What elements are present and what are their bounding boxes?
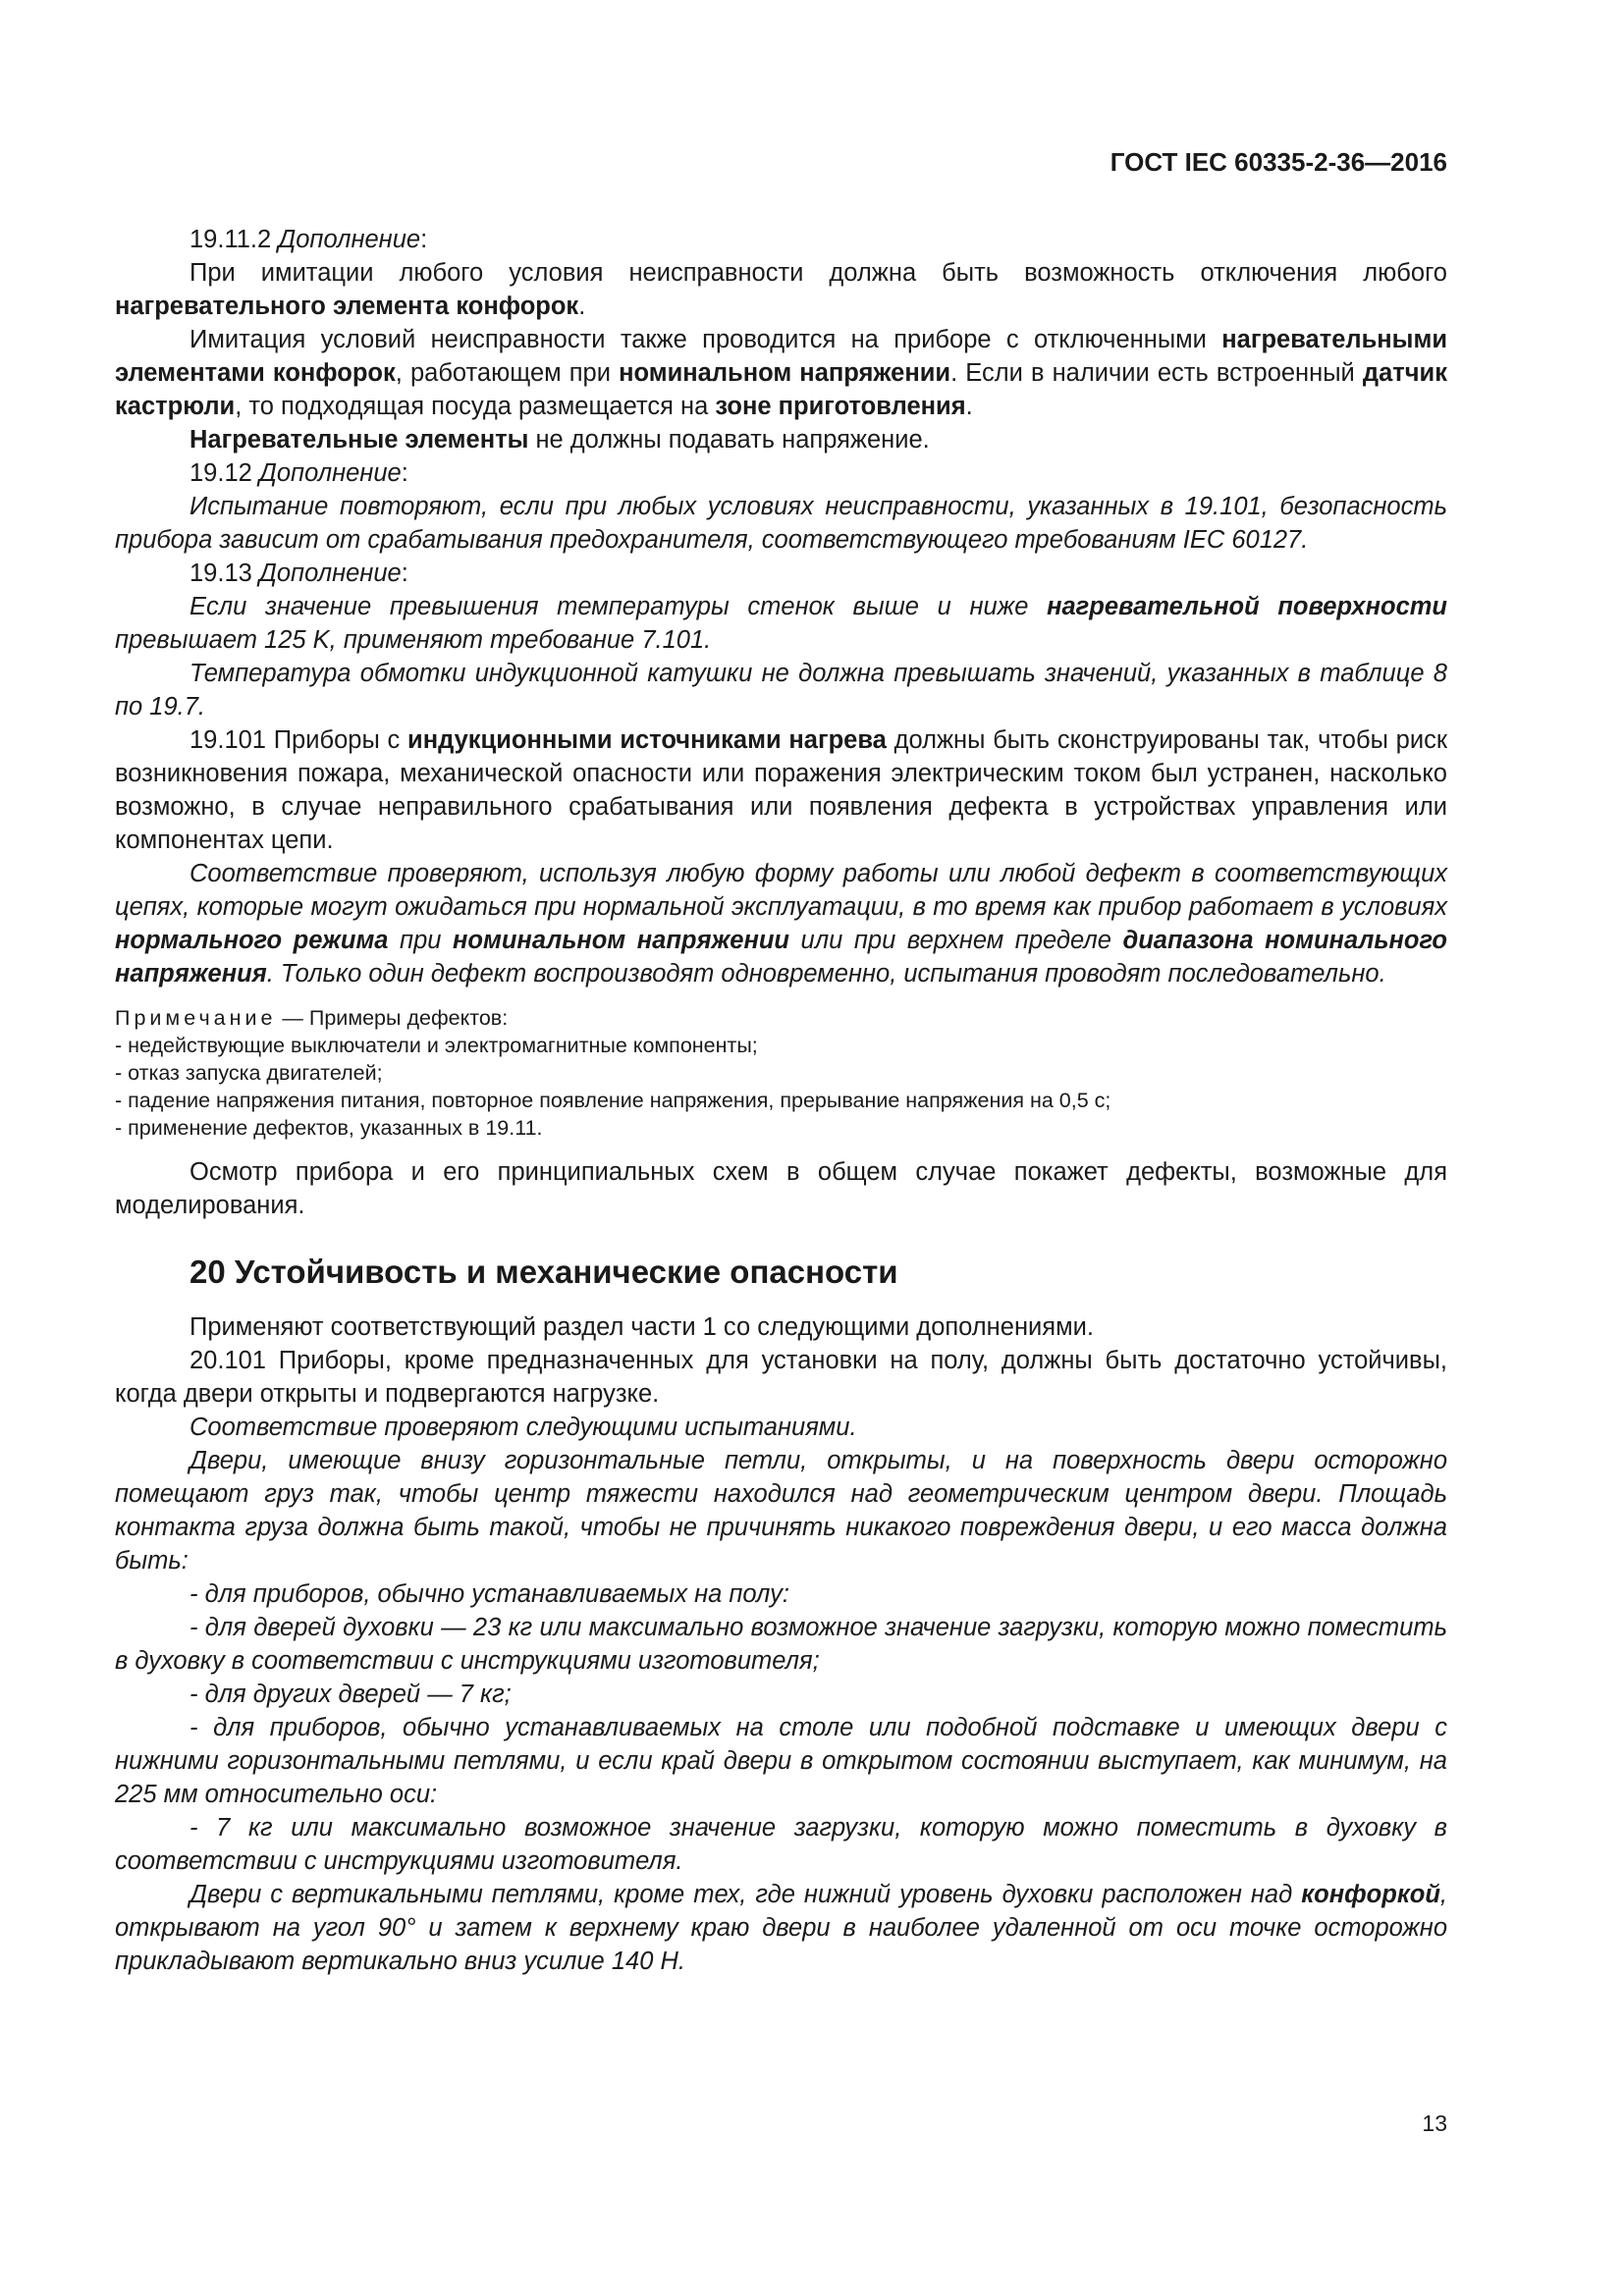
clause-20-101-item-5: - 7 кг или максимально возможное значение загрузки, которую можно поместить в духовку в соответствии с инструкциями изготовителя. xyxy=(115,1814,1447,1875)
note-item-2: - отказ запуска двигателей; xyxy=(115,1061,383,1085)
clause-19-11-2-para-3: Нагревательные элементы не должны подавать напряжение. xyxy=(189,426,930,454)
clause-19-101-para-2: Соответствие проверяют, используя любую форму работы или любой дефект в соответствующих цепях, которые могут ожидаться при нормальной эксплуатации, в то время как прибор работает в условиях нормального режима при номинальном напряжении или при верхнем пределе диапазона номинального напряжения. Только один дефект воспроизводят одновременно, испытания проводят последовательно. xyxy=(115,860,1447,988)
note-item-3: - падение напряжения питания, повторное появление напряжения, прерывание напряжения на 0,5 с; xyxy=(115,1089,1111,1112)
clause-20-101-para-2: Соответствие проверяют следующими испытаниями. xyxy=(189,1414,857,1441)
clause-20-101-item-1: - для приборов, обычно устанавливаемых на полу: xyxy=(189,1580,789,1608)
clause-20-101-item-3: - для других дверей — 7 кг; xyxy=(189,1681,512,1708)
clause-19-12-heading: 19.12 Дополнение: xyxy=(189,459,408,487)
clause-20-101-para-4: Двери с вертикальными петлями, кроме тех, где нижний уровень духовки расположен над конфоркой, открывают на угол 90° и затем к верхнему краю двери в наиболее удаленной от оси точке осторожно прикладывают вертикально вниз усилие 140 Н. xyxy=(115,1881,1447,1975)
note-heading: Примечание — Примеры дефектов: xyxy=(115,1006,509,1030)
clause-19-11-2-para-2: Имитация условий неисправности также проводится на приборе с отключенными нагревательными элементами конфорок, работающем при номинальном напряжении. Если в наличии есть встроенный датчик кастрюли, то подходящая посуда размещается на зоне приготовления. xyxy=(115,326,1447,420)
clause-19-11-2-heading: 19.11.2 Дополнение: xyxy=(189,226,428,253)
section-20-para-1: Применяют соответствующий раздел части 1 со следующими дополнениями. xyxy=(189,1313,1094,1341)
clause-19-13-heading: 19.13 Дополнение: xyxy=(189,560,408,587)
clause-20-101-para-1: 20.101 Приборы, кроме предназначенных для установки на полу, должны быть достаточно устойчивы, когда двери открыты и подвергаются нагрузке. xyxy=(115,1347,1447,1408)
clause-19-12-para-1: Испытание повторяют, если при любых условиях неисправности, указанных в 19.101, безопасность прибора зависит от срабатывания предохранителя, соответствующего требованиям IEC 60127. xyxy=(115,493,1447,554)
clause-20-101-item-4: - для приборов, обычно устанавливаемых на столе или подобной подставке и имеющих двери с нижними горизонтальными петлями, и если край двери в открытом состоянии выступает, как минимум, на 225 мм относительно оси: xyxy=(115,1714,1447,1808)
clause-19-13-para-2: Температура обмотки индукционной катушки не должна превышать значений, указанных в таблице 8 по 19.7. xyxy=(115,660,1447,721)
clause-19-11-2-para-1: При имитации любого условия неисправности должна быть возможность отключения любого нагревательного элемента конфорок. xyxy=(115,259,1447,320)
note-item-4: - применение дефектов, указанных в 19.11. xyxy=(115,1116,543,1140)
clause-19-101-para-3: Осмотр прибора и его принципиальных схем в общем случае покажет дефекты, возможные для моделирования. xyxy=(115,1158,1447,1219)
section-20-heading: 20 Устойчивость и механические опасности xyxy=(189,1254,898,1290)
page-number: 13 xyxy=(1422,2110,1447,2136)
clause-19-13-para-1: Если значение превышения температуры стенок выше и ниже нагревательной поверхности превышает 125 K, применяют требование 7.101. xyxy=(115,593,1447,654)
document-header: ГОСТ IEC 60335-2-36—2016 xyxy=(1110,147,1447,177)
page-body xyxy=(115,223,1447,1978)
clause-19-101-para-1: 19.101 Приборы с индукционными источниками нагрева должны быть сконструированы так, чтобы риск возникновения пожара, механической опасности или поражения электрическим током был устранен, насколько возможно, в случае неправильного срабатывания или появления дефекта в устройствах управления или компонентах цепи. xyxy=(115,726,1447,854)
clause-20-101-para-3: Двери, имеющие внизу горизонтальные петли, открыты, и на поверхность двери осторожно помещают груз так, чтобы центр тяжести находился над геометрическим центром двери. Площадь контакта груза должна быть такой, чтобы не причинять никакого повреждения двери, и его масса должна быть: xyxy=(115,1447,1447,1575)
note-item-1: - недействующие выключатели и электромагнитные компоненты; xyxy=(115,1034,758,1057)
clause-20-101-item-2: - для дверей духовки — 23 кг или максимально возможное значение загрузки, которую можно поместить в духовку в соответствии с инструкциями изготовителя; xyxy=(115,1614,1447,1675)
